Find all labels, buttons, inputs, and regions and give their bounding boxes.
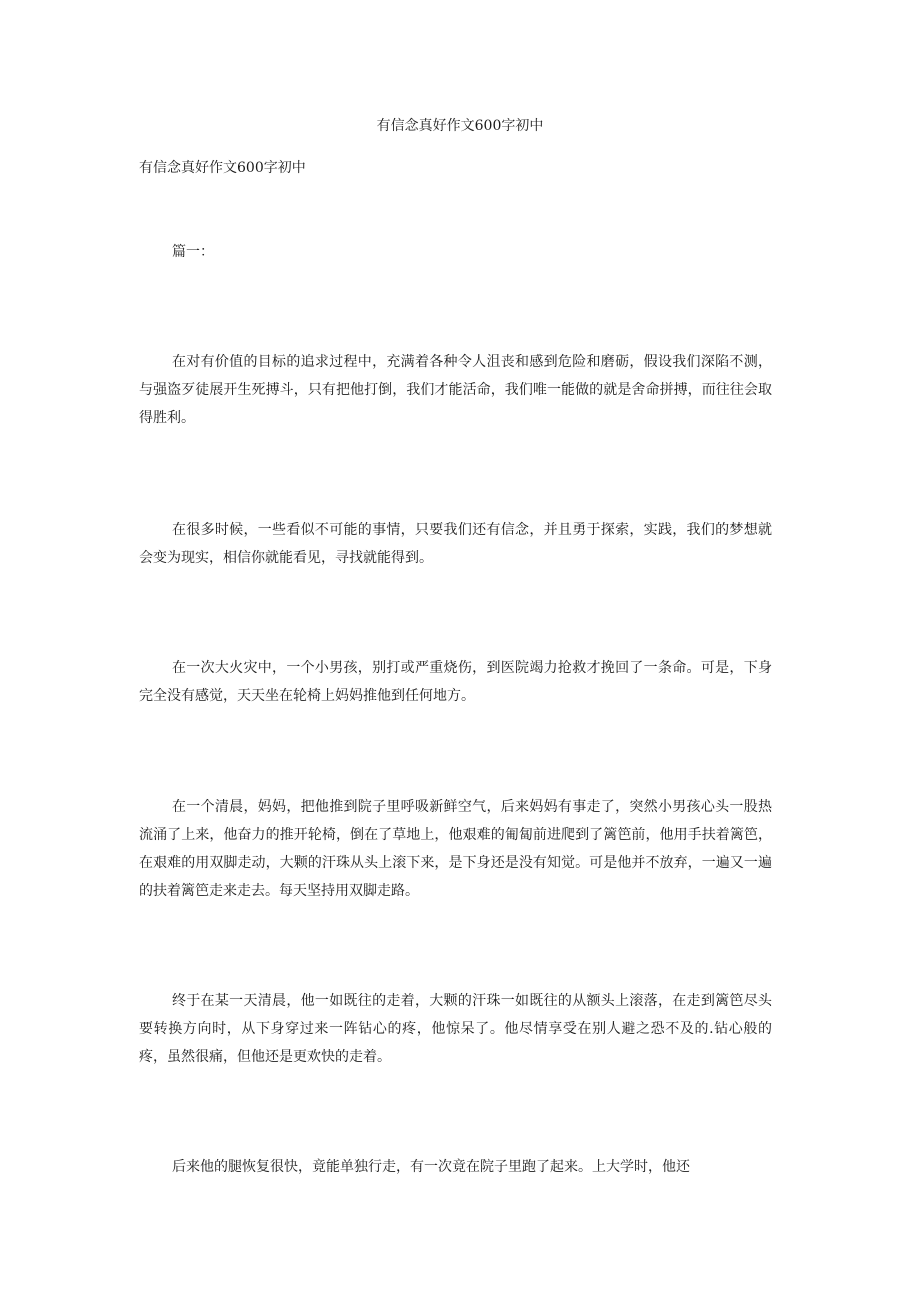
section-label: 篇一： [172, 244, 214, 260]
paragraph-2: 在很多时候，一些看似不可能的事情，只要我们还有信念，并且勇于探索，实践，我们的梦想就会变为现实，相信你就能看见，寻找就能得到。 [139, 522, 772, 566]
paragraph-4: 在一个清晨，妈妈，把他推到院子里呼吸新鲜空气，后来妈妈有事走了，突然小男孩心头一股热流涌了上来，他奋力的推开轮椅，倒在了草地上，他艰难的匍匐前进爬到了篱笆前，他用手扶着篱笆，在艰难的用双脚走动，大颗的汗珠从头上滚下来，是下身还是没有知觉。可是他并不放弃，一遍又一遍的扶着篱笆走来走去。每天坚持用双脚走路。 [139, 799, 772, 899]
page-title: 有信念真好作文600字初中 [376, 118, 544, 134]
paragraph-3: 在一次大火灾中，一个小男孩，别打或严重烧伤，到医院竭力抢救才挽回了一条命。可是，下身完全没有感觉，天天坐在轮椅上妈妈推他到任何地方。 [139, 660, 772, 704]
document-subtitle: 有信念真好作文600字初中 [139, 160, 306, 176]
paragraph-1: 在对有价值的目标的追求过程中，充满着各种令人沮丧和感到危险和磨砺，假设我们深陷不测，与强盗歹徒展开生死搏斗，只有把他打倒，我们才能活命，我们唯一能做的就是舍命拼搏，而往往会取得胜利。 [139, 354, 772, 426]
paragraph-6: 后来他的腿恢复很快，竟能单独行走，有一次竟在院子里跑了起来。上大学时，他还 [172, 1159, 690, 1175]
paragraph-5: 终于在某一天清晨，他一如既往的走着，大颗的汗珠一如既往的从额头上滚落，在走到篱笆尽头要转换方向时，从下身穿过来一阵钻心的疼，他惊呆了。他尽情享受在别人避之恐不及的.钻心般的疼，虽然很痛，但他还是更欢快的走着。 [139, 993, 772, 1065]
